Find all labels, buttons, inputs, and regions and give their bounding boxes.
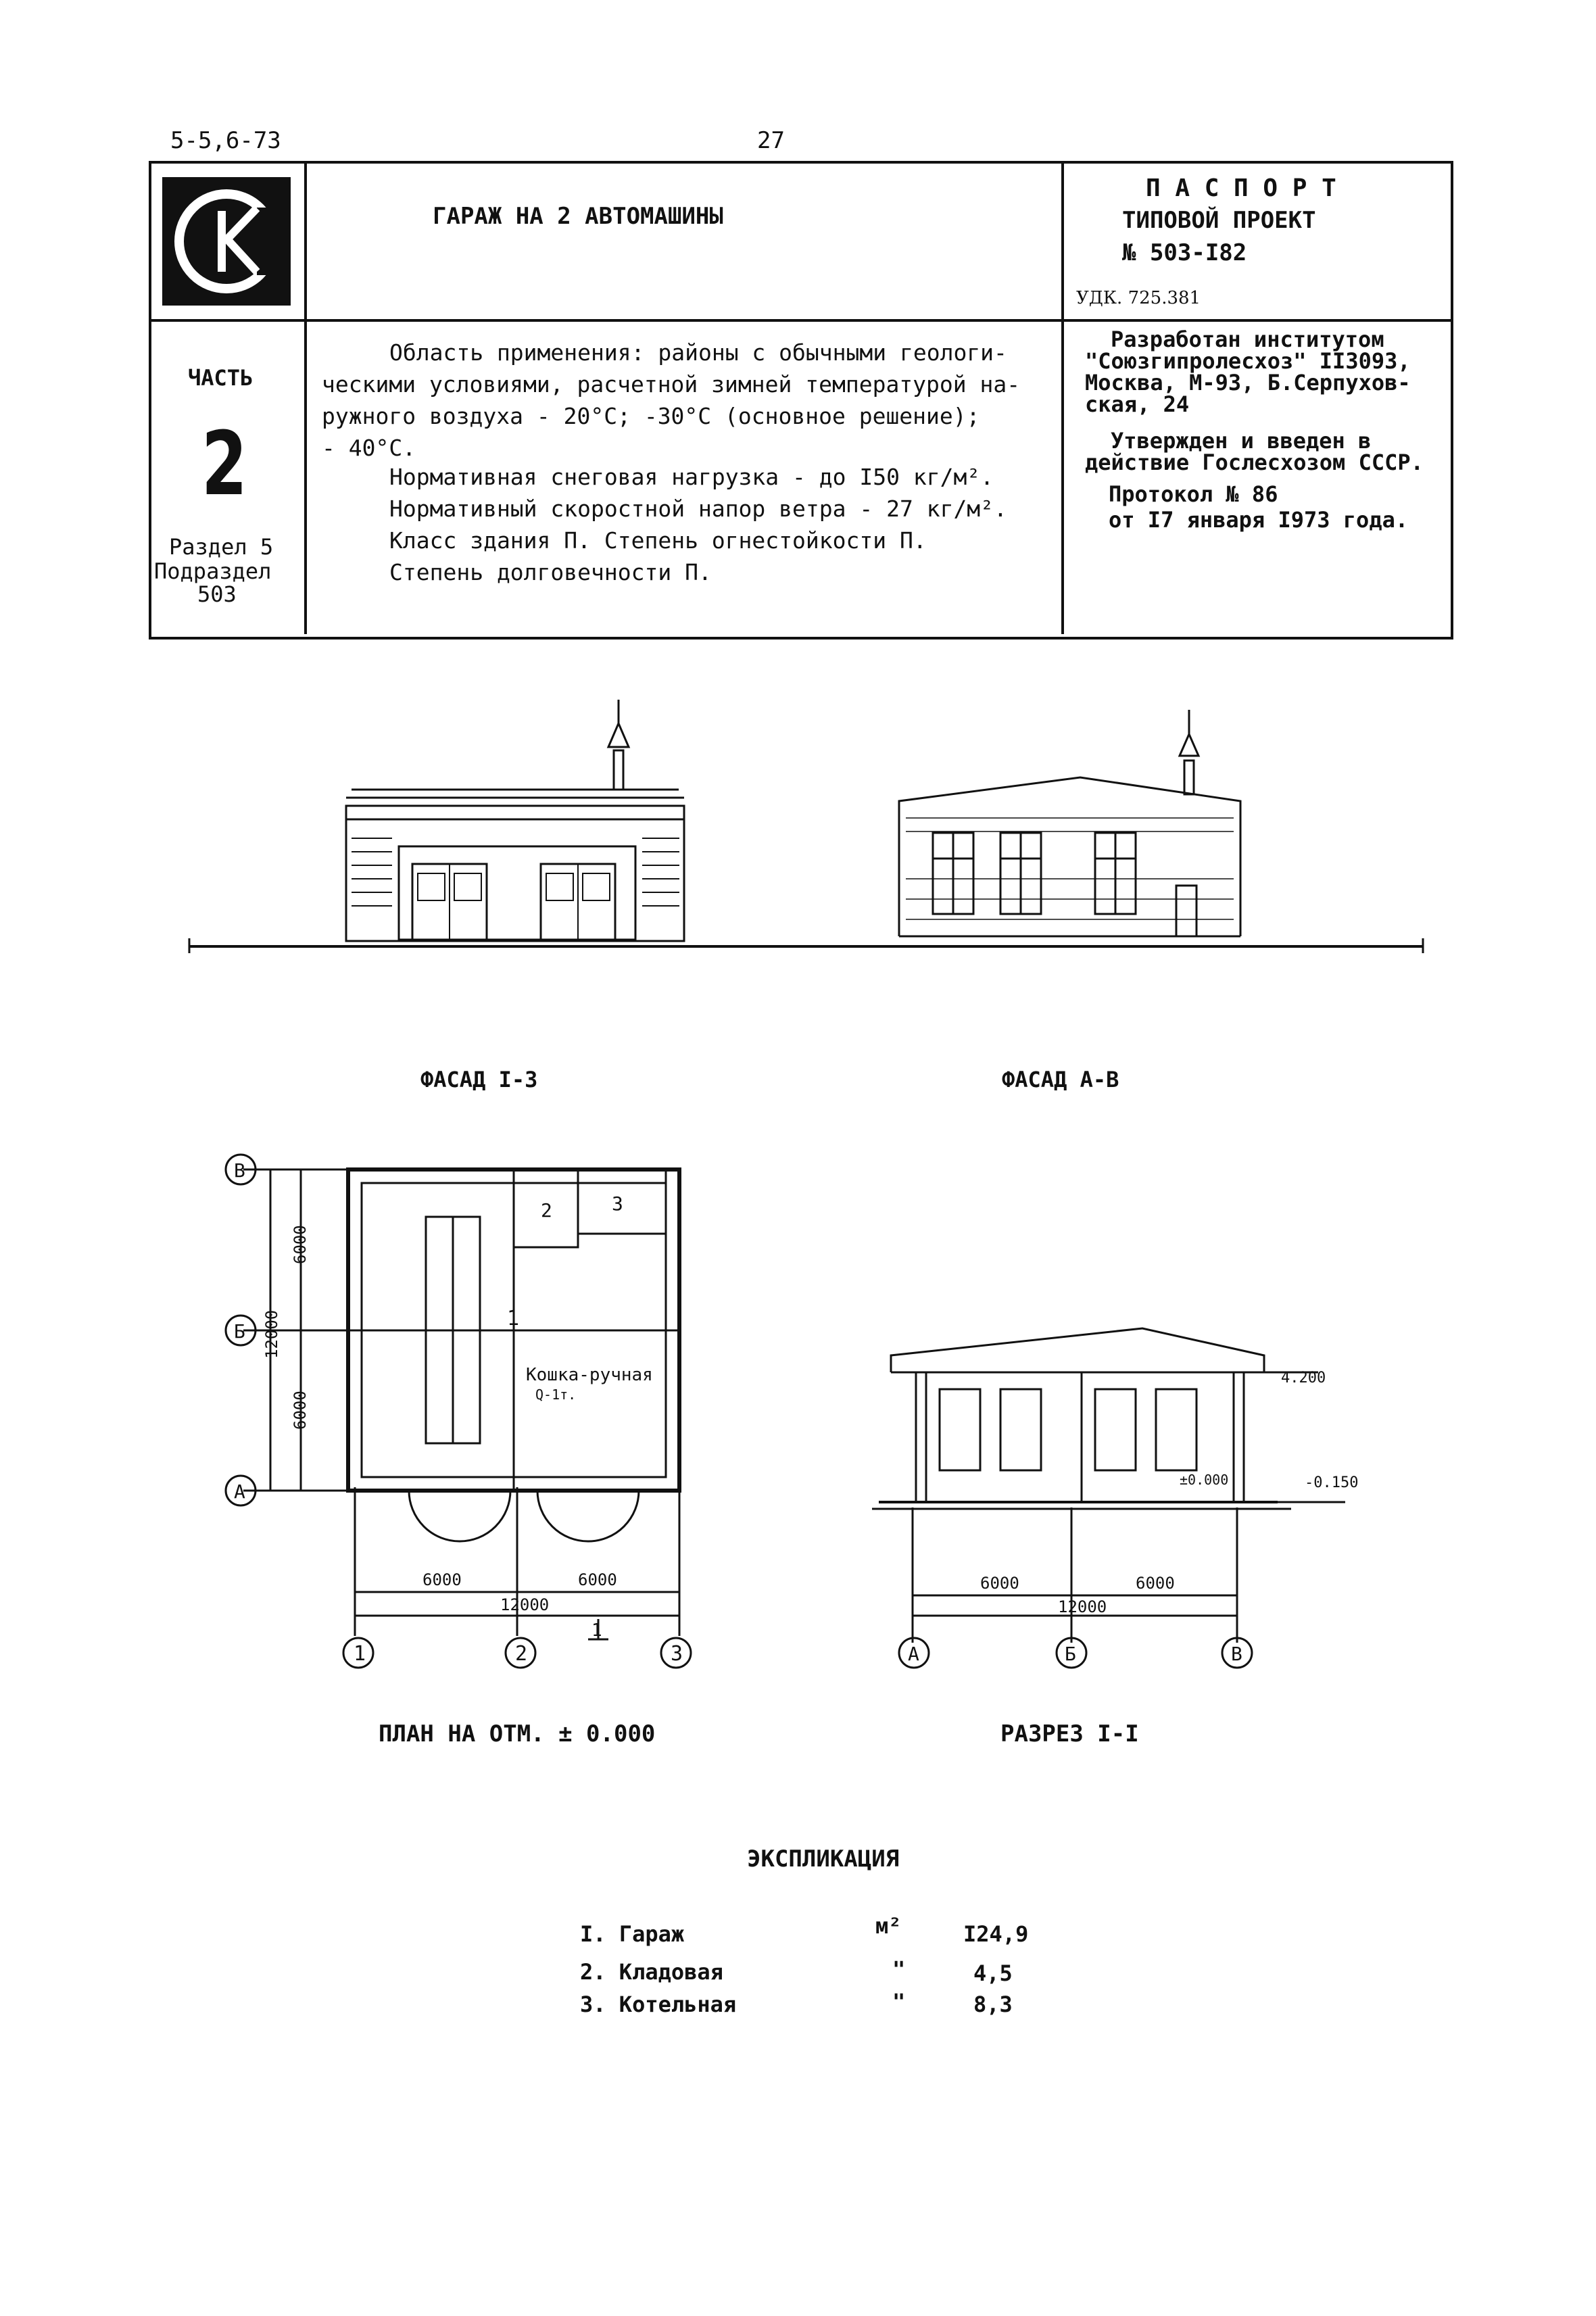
- svg-text:6000: 6000: [291, 1225, 310, 1264]
- explication-title: ЭКСПЛИКАЦИЯ: [747, 1845, 900, 1873]
- svg-text:В: В: [234, 1159, 245, 1182]
- explication-name: 3. Котельная: [580, 1992, 737, 2017]
- explication-unit: ": [892, 1989, 906, 2015]
- svg-text:±0.000: ±0.000: [1180, 1472, 1229, 1488]
- part-label: ЧАСТЬ: [188, 365, 253, 391]
- norms: Нормативная снеговая нагрузка - до I50 кг/м². Нормативный скоростной напор ветра - 27 кг/м². Класс здания П. Степень огнестойкости П. Степень долговечности П.: [389, 464, 1007, 585]
- facades-drawing: [0, 0, 1596, 1082]
- subsection-number: 503: [197, 581, 237, 607]
- svg-text:А: А: [234, 1480, 245, 1503]
- svg-text:2: 2: [541, 1199, 552, 1222]
- facade-2-caption: ФАСАД А-В: [1002, 1067, 1119, 1092]
- approval-info: Утвержден и введен в действие Гослесхозом СССР.: [1085, 428, 1424, 475]
- facade-1-caption: ФАСАД I-3: [420, 1067, 538, 1092]
- page-number: 27: [757, 127, 785, 154]
- svg-text:Кошка-ручная: Кошка-ручная: [526, 1365, 653, 1385]
- svg-text:6000: 6000: [980, 1574, 1019, 1593]
- project-type: ТИПОВОЙ ПРОЕКТ: [1122, 207, 1316, 234]
- document-code: 5-5,6-73: [170, 127, 281, 154]
- svg-text:6000: 6000: [578, 1570, 617, 1589]
- project-title: ГАРАЖ НА 2 АВТОМАШИНЫ: [433, 203, 723, 230]
- section-caption: РАЗРЕЗ I-I: [1000, 1720, 1139, 1747]
- section-label: Раздел 5: [169, 534, 274, 560]
- svg-text:А: А: [908, 1643, 919, 1665]
- udk-code: УДК. 725.381: [1076, 288, 1201, 308]
- subsection-label: Подраздел: [154, 558, 272, 584]
- svg-text:2: 2: [515, 1642, 528, 1666]
- svg-text:6000: 6000: [422, 1570, 462, 1589]
- part-number: 2: [201, 412, 247, 515]
- explication-value: 4,5: [973, 1960, 1013, 1986]
- svg-text:Б: Б: [1065, 1643, 1076, 1665]
- project-number: № 503-I82: [1122, 239, 1247, 266]
- svg-text:3: 3: [671, 1642, 683, 1666]
- passport-label: П А С П О Р Т: [1146, 174, 1336, 202]
- explication-name: I. Гараж: [580, 1921, 685, 1947]
- developer-info: Разработан институтом "Союзгипролесхоз" II3093, Москва, М-93, Б.Серпухов- ская, 24: [1085, 327, 1411, 417]
- floor-plan: [0, 1109, 777, 1697]
- svg-text:1: 1: [591, 1620, 602, 1641]
- svg-text:В: В: [1231, 1643, 1242, 1665]
- svg-text:Q-1т.: Q-1т.: [535, 1386, 577, 1403]
- svg-text:6000: 6000: [291, 1391, 310, 1430]
- explication-unit: м²: [875, 1913, 902, 1939]
- explication-value: I24,9: [963, 1921, 1029, 1947]
- svg-text:12000: 12000: [500, 1595, 550, 1614]
- svg-text:-0.150: -0.150: [1305, 1474, 1359, 1491]
- svg-text:1: 1: [507, 1307, 520, 1330]
- svg-text:4.200: 4.200: [1281, 1370, 1326, 1386]
- plan-caption: ПЛАН НА ОТМ. ± 0.000: [379, 1720, 656, 1747]
- application-area: Область применения: районы с обычными геологи- ческими условиями, расчетной зимней температурой на- ружного воздуха - 20°С; -30°С (основное решение); - 40°С.: [322, 339, 1021, 461]
- section-drawing: [811, 1284, 1359, 1690]
- svg-text:6000: 6000: [1136, 1574, 1175, 1593]
- explication-unit: ": [892, 1956, 906, 1982]
- svg-text:1: 1: [354, 1642, 366, 1666]
- svg-text:Б: Б: [234, 1320, 245, 1343]
- explication-name: 2. Кладовая: [580, 1959, 723, 1985]
- svg-text:12000: 12000: [1058, 1597, 1107, 1616]
- svg-text:3: 3: [612, 1192, 623, 1215]
- svg-text:12000: 12000: [262, 1309, 281, 1359]
- protocol-info: Протокол № 86 от I7 января I973 года.: [1109, 481, 1409, 533]
- explication-value: 8,3: [973, 1992, 1013, 2017]
